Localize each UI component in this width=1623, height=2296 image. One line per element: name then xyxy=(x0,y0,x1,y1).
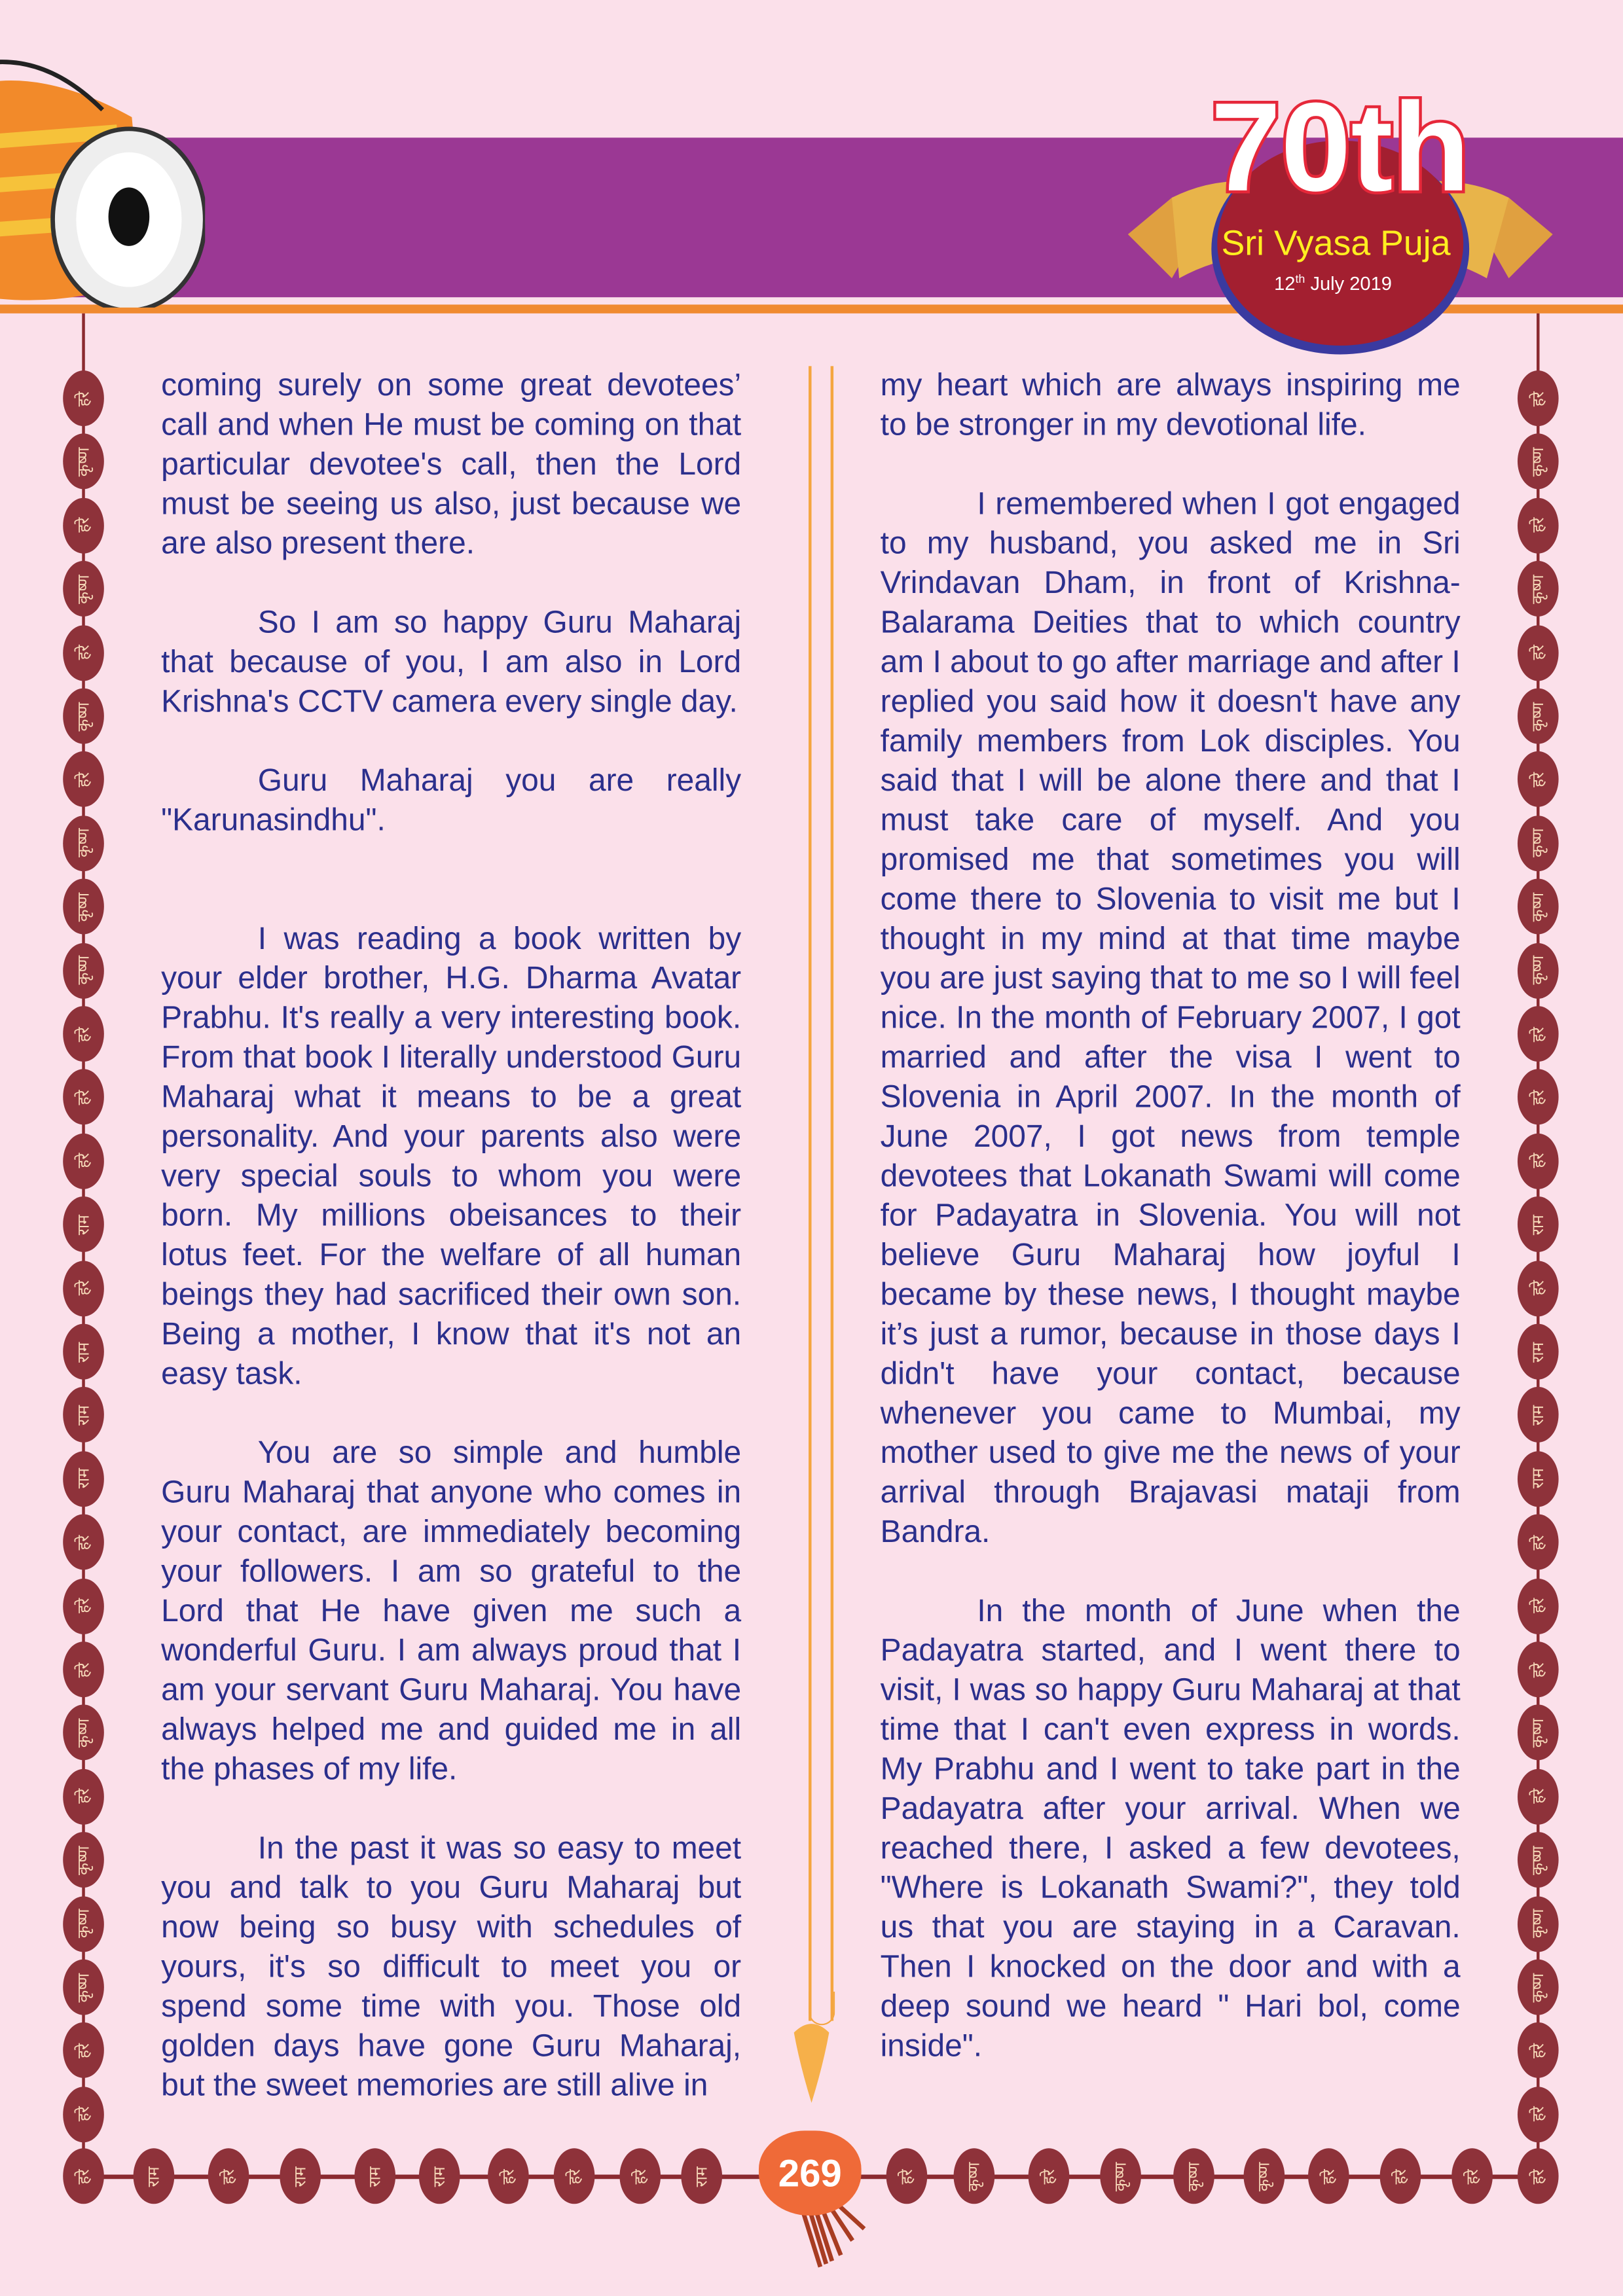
bead-label: हरे xyxy=(1528,772,1548,787)
bead-label: हरे xyxy=(1391,2168,1410,2184)
japa-bead xyxy=(1518,2148,1559,2204)
bead-label: हरे xyxy=(1528,518,1548,533)
japa-bead xyxy=(1518,1133,1559,1189)
bead-label: हरे xyxy=(73,2043,94,2058)
japa-bead xyxy=(1518,2087,1559,2142)
bead-label: कृष्ण xyxy=(73,828,94,858)
japa-bead xyxy=(63,1768,104,1824)
japa-bead xyxy=(1244,2148,1285,2204)
bead-label: हरे xyxy=(73,1662,94,1677)
page-number: 269 xyxy=(759,2130,862,2215)
bead-label: हरे xyxy=(1528,1153,1548,1169)
japa-bead xyxy=(63,2023,104,2079)
bead-label: हरे xyxy=(1528,1026,1548,1042)
bead-label: राम xyxy=(291,2166,310,2187)
japa-bead xyxy=(63,1832,104,1888)
japa-bead xyxy=(1518,1006,1559,1062)
bead-label: हरे xyxy=(73,2106,94,2122)
badge-title: Sri Vyasa Puja xyxy=(1221,223,1451,263)
japa-bead xyxy=(63,1133,104,1189)
japa-bead xyxy=(1380,2148,1421,2204)
bead-label: हरे xyxy=(73,1534,94,1550)
japa-bead xyxy=(1518,689,1559,744)
bead-label: हरे xyxy=(73,645,94,660)
bead-label: हरे xyxy=(1528,1598,1548,1614)
japa-bead xyxy=(1518,1578,1559,1634)
bead-label: हरे xyxy=(1319,2168,1338,2184)
column-divider xyxy=(809,366,811,2020)
japa-bead xyxy=(63,1578,104,1634)
japa-bead xyxy=(63,1641,104,1697)
bead-label: हरे xyxy=(73,1789,94,1804)
bead-label: कृष्ण xyxy=(73,1972,94,2002)
bead-label: हरे xyxy=(73,1280,94,1296)
bead-label: हरे xyxy=(1528,2043,1548,2058)
bead-label: कृष्ण xyxy=(1528,574,1548,604)
bead-label: कृष्ण xyxy=(1528,892,1548,922)
badge-number: 70th xyxy=(1211,76,1470,217)
bead-label: कृष्ण xyxy=(73,1718,94,1748)
japa-bead xyxy=(419,2148,460,2204)
paragraph: my heart which are always inspiring me to be stronger in my devotional life. xyxy=(880,367,1461,442)
bead-label: राम xyxy=(365,2166,385,2187)
paragraph: I was reading a book written by your elder brother, H.G. Dharma Avatar Prabhu. It's really a very interesting book. From that book I literally understood Guru Maharaj what it means to be a great personality. And your parents also were very special souls to whom you were born. My millions obeisances to their lotus feet. For the welfare of all human beings they had sacrificed their own son. Being a mother, I know that it's not an easy task. xyxy=(161,921,742,1391)
japa-bead xyxy=(1518,624,1559,680)
bead-label: हरे xyxy=(1528,1534,1548,1550)
japa-bead xyxy=(1518,816,1559,871)
japa-bead xyxy=(1518,1515,1559,1570)
bead-label: कृष्ण xyxy=(1528,1718,1548,1748)
bead-label: कृष्ण xyxy=(73,447,94,476)
bead-label: हरे xyxy=(1528,1789,1548,1804)
japa-bead xyxy=(63,370,104,426)
bead-label: राम xyxy=(1528,1341,1548,1362)
japa-bead xyxy=(554,2148,595,2204)
vyasa-puja-badge xyxy=(1113,58,1567,366)
bead-label: हरे xyxy=(73,1090,94,1105)
bead-label: हरे xyxy=(73,518,94,533)
japa-bead xyxy=(1518,879,1559,935)
japa-bead xyxy=(1518,1705,1559,1761)
japa-bead xyxy=(1518,561,1559,617)
japa-bead xyxy=(63,1260,104,1316)
paragraph: Guru Maharaj you are really "Karunasindhu". xyxy=(161,762,742,838)
japa-bead xyxy=(63,2148,104,2204)
japa-bead xyxy=(63,689,104,744)
paragraph: In the past it was so easy to meet you and talk to you Guru Maharaj but now being so busy with schedules of yours, it's so difficult to meet you or spend some time with you. Those old golden days have gone Guru Maharaj, but the sweet memories are still alive in xyxy=(161,1830,742,2103)
bead-label: हरे xyxy=(1528,2168,1548,2184)
japa-bead xyxy=(63,816,104,871)
japa-bead xyxy=(1518,1832,1559,1888)
bead-label: हरे xyxy=(1463,2168,1482,2184)
japa-bead xyxy=(886,2148,928,2204)
japa-bead xyxy=(1518,1641,1559,1697)
japa-bead xyxy=(1173,2148,1214,2204)
bead-label: हरे xyxy=(1528,391,1548,406)
bead-label: हरे xyxy=(1528,1090,1548,1105)
bead-label: राम xyxy=(692,2166,712,2187)
bead-label: राम xyxy=(73,1468,94,1489)
paragraph: In the month of June when the Padayatra started, and I went there to visit, I was so happy Guru Maharaj at that time that I can't even express in words. My Prabhu and I went to take part in the Padayatra after your arrival. When we reached there, I asked a few devotees, "Where is Lokanath Swami?", they told us that you are staying in a Caravan. Then I knocked on the door and with a deep sound we heard " Hari bol, come inside". xyxy=(880,1593,1461,2064)
japa-bead xyxy=(1518,497,1559,553)
japa-bead xyxy=(63,1324,104,1380)
japa-bead xyxy=(488,2148,529,2204)
japa-bead xyxy=(1518,1324,1559,1380)
bead-label: कृष्ण xyxy=(73,574,94,604)
japa-bead xyxy=(63,879,104,935)
bead-label: हरे xyxy=(219,2168,238,2184)
japa-bead xyxy=(1451,2148,1493,2204)
left-column xyxy=(161,366,741,2145)
bead-label: राम xyxy=(73,1405,94,1426)
japa-bead xyxy=(280,2148,321,2204)
bead-label: हरे xyxy=(1528,645,1548,660)
bead-label: कृष्ण xyxy=(73,701,94,731)
bead-label: कृष्ण xyxy=(1184,2161,1204,2191)
mridanga-drum-icon xyxy=(0,29,205,308)
drop-ornament-icon xyxy=(791,2021,832,2103)
bead-label: राम xyxy=(1528,1214,1548,1235)
japa-bead xyxy=(63,942,104,998)
japa-bead xyxy=(1518,1260,1559,1316)
japa-bead xyxy=(1518,1451,1559,1507)
japa-bead xyxy=(208,2148,249,2204)
bead-label: हरे xyxy=(73,1153,94,1169)
bead-label: राम xyxy=(73,1341,94,1362)
bead-label: कृष्ण xyxy=(1528,1972,1548,2002)
japa-bead xyxy=(619,2148,661,2204)
bead-label: कृष्ण xyxy=(1528,701,1548,731)
bead-label: हरे xyxy=(73,2168,94,2184)
bead-label: राम xyxy=(1528,1468,1548,1489)
divider-loop xyxy=(809,1992,835,2025)
bead-label: कृष्ण xyxy=(1528,828,1548,858)
bead-label: हरे xyxy=(564,2168,584,2184)
japa-bead xyxy=(63,1069,104,1125)
japa-bead xyxy=(1518,1069,1559,1125)
japa-bead xyxy=(63,1006,104,1062)
japa-bead xyxy=(1308,2148,1349,2204)
bead-label: कृष्ण xyxy=(1528,1909,1548,1939)
japa-bead xyxy=(1100,2148,1141,2204)
japa-bead xyxy=(1518,752,1559,808)
japa-bead xyxy=(1518,1768,1559,1824)
bead-label: कृष्ण xyxy=(73,1909,94,1939)
bead-label: हरे xyxy=(1528,2106,1548,2122)
bead-label: हरे xyxy=(73,391,94,406)
japa-bead xyxy=(1518,942,1559,998)
japa-bead xyxy=(954,2148,995,2204)
japa-bead xyxy=(63,1196,104,1252)
japa-bead xyxy=(63,624,104,680)
paragraph: coming surely on some great devotees’ call and when He must be coming on that particular devotee's call, then the Lord must be seeing us also, just because we are also present there. xyxy=(161,367,742,561)
bead-label: कृष्ण xyxy=(1528,447,1548,476)
bead-label: हरे xyxy=(73,1026,94,1042)
right-column xyxy=(881,366,1461,2106)
japa-bead xyxy=(63,1388,104,1443)
japa-bead xyxy=(63,1896,104,1952)
bead-label: कृष्ण xyxy=(73,956,94,985)
japa-bead xyxy=(63,434,104,490)
bead-label: राम xyxy=(429,2166,449,2187)
japa-bead xyxy=(1518,1896,1559,1952)
bead-label: हरे xyxy=(897,2168,917,2184)
japa-bead xyxy=(1518,2023,1559,2079)
bead-label: हरे xyxy=(1039,2168,1059,2184)
paragraph: So I am so happy Guru Maharaj that because of you, I am also in Lord Krishna's CCTV camera every single day. xyxy=(161,605,742,719)
bead-label: हरे xyxy=(73,1598,94,1614)
bead-label: कृष्ण xyxy=(73,1845,94,1875)
japa-bead xyxy=(63,1515,104,1570)
japa-bead xyxy=(1518,434,1559,490)
japa-bead xyxy=(1518,1388,1559,1443)
badge-date: 12th July 2019 xyxy=(1274,272,1392,295)
bead-label: हरे xyxy=(630,2168,650,2184)
japa-bead xyxy=(63,2087,104,2142)
bead-label: हरे xyxy=(498,2168,518,2184)
bead-label: कृष्ण xyxy=(1528,1845,1548,1875)
bead-label: कृष्ण xyxy=(73,892,94,922)
japa-bead xyxy=(63,561,104,617)
column-divider xyxy=(831,366,833,2020)
bead-label: कृष्ण xyxy=(964,2161,984,2191)
bead-label: हरे xyxy=(1528,1662,1548,1677)
bead-label: राम xyxy=(1528,1405,1548,1426)
japa-bead xyxy=(1518,1196,1559,1252)
japa-bead xyxy=(1029,2148,1070,2204)
bead-label: राम xyxy=(144,2166,164,2187)
bead-label: हरे xyxy=(73,772,94,787)
japa-bead xyxy=(63,1960,104,2015)
bead-label: कृष्ण xyxy=(1528,956,1548,985)
japa-bead xyxy=(63,752,104,808)
japa-bead xyxy=(1518,370,1559,426)
japa-bead xyxy=(681,2148,722,2204)
japa-bead xyxy=(63,1451,104,1507)
bead-label: राम xyxy=(73,1214,94,1235)
paragraph: You are so simple and humble Guru Maharaj that anyone who comes in your contact, are immediately becoming your followers. I am so grateful to the Lord that He have given me such a wonderful Guru. I am always proud that I am your servant Guru Maharaj. You have always helped me and guided me in all the phases of my life. xyxy=(161,1435,742,1787)
japa-bead xyxy=(63,497,104,553)
japa-bead xyxy=(1518,1960,1559,2015)
bead-label: कृष्ण xyxy=(1111,2161,1131,2191)
bead-label: हरे xyxy=(1528,1280,1548,1296)
bead-label: कृष्ण xyxy=(1254,2161,1274,2191)
paragraph: I remembered when I got engaged to my husband, you asked me in Sri Vrindavan Dham, in front of Krishna-Balarama Deities that to which country am I about to go after marriage and after I replied you said how it doesn't have any family members from Lok disciples. You said that I will be alone there and that I must take care of myself. And you promised me that sometimes you will come there to Slovenia to visit me but I thought in my mind at that time maybe you are just saying that to me so I will feel nice. In the month of February 2007, I got married and after the visa I went to Slovenia in April 2007. In the month of June 2007, I got news from temple devotees that Lokanath Swami will come for Padayatra in Slovenia. You will not believe Guru Maharaj how joyful I became by these news, I thought maybe it’s just a rumor, because in those days I didn't have your contact, because whenever you came to Mumbai, my mother used to give me the news of your arrival through Brajavasi mataji from Bandra. xyxy=(880,486,1461,1550)
japa-bead xyxy=(63,1705,104,1761)
japa-bead xyxy=(354,2148,395,2204)
japa-bead xyxy=(134,2148,175,2204)
